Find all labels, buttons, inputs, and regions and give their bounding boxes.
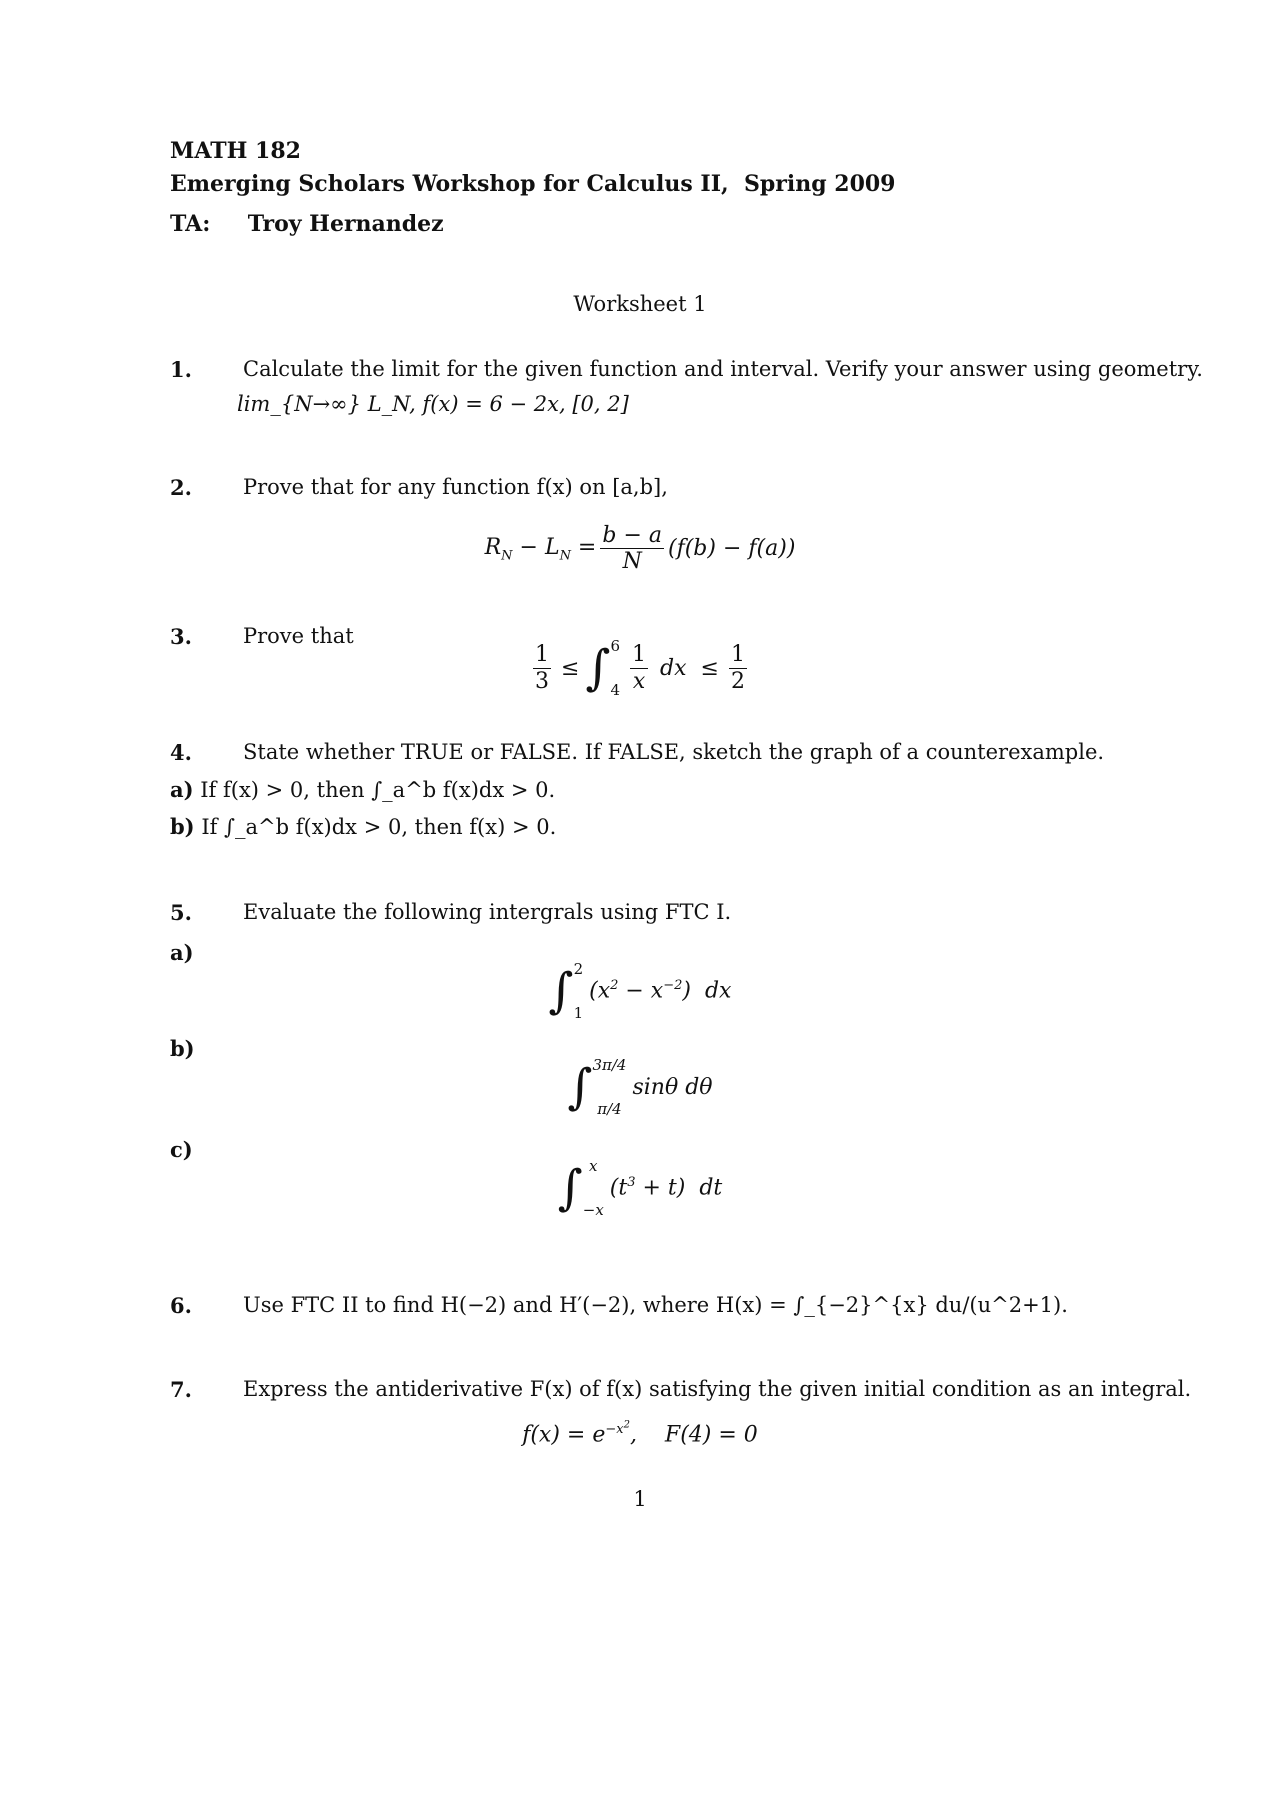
problem-7-number: 7. (170, 1377, 192, 1402)
ta-label: TA: (170, 211, 211, 237)
problem-4a-text: If f(x) > 0, then ∫_a^b f(x)dx > 0. (200, 778, 556, 802)
ta-line (170, 211, 444, 237)
problem-1-math (237, 392, 629, 416)
problem-6-number: 6. (170, 1293, 192, 1318)
problem-3-text: Prove that (243, 624, 354, 648)
problem-4-number: 4. (170, 740, 192, 765)
term: Spring 2009 (744, 171, 896, 197)
problem-6-text: Use FTC II to find H(−2) and H′(−2), where H(x) = ∫_{−2}^{x} du/(u^2+1). (243, 1293, 1068, 1317)
worksheet-title: Worksheet 1 (573, 292, 707, 316)
problem-5a-label: a) (170, 940, 194, 965)
problem-1-number: 1. (170, 357, 192, 382)
problem-2-equation: $R_N - L_N$ = $\frac{b - a}{N}$ (f(b) − f(a)) (484, 523, 796, 575)
problem-2-text: Prove that for any function f(x) on [a,b], (243, 475, 668, 499)
problem-3-inequality: $\frac{1}{3}$ ≤ ∫ 6 4 $\frac{1}{x}$ dx ≤ $\frac{1}{2}$ (535, 637, 745, 699)
problem-5b-integral: ∫ 3π/4 π/4 sinθ dθ (567, 1056, 713, 1118)
problem-4b-text: If ∫_a^b f(x)dx > 0, then f(x) > 0. (201, 815, 557, 839)
problem-5c-label: c) (170, 1137, 193, 1162)
problem-3-number: 3. (170, 624, 192, 649)
problem-4a (170, 777, 555, 802)
problem-4b (170, 814, 556, 839)
problem-2-number: 2. (170, 475, 192, 500)
problem-7-text: Express the antiderivative F(x) of f(x) satisfying the given initial condition as an integral. (243, 1377, 1192, 1401)
workshop-title (170, 171, 896, 197)
problem-1-text: Calculate the limit for the given function and interval. Verify your answer using geometry. (243, 357, 1203, 381)
problem-5b-label: b) (170, 1036, 195, 1061)
problem-4a-label: a) (170, 777, 194, 802)
course-title: MATH 182 (170, 138, 301, 164)
problem-4b-label: b) (170, 814, 195, 839)
problem-7-condition: $f(x) = e^{-x^2}$, F(4) = 0 (522, 1420, 758, 1448)
problem-4-text: State whether TRUE or FALSE. If FALSE, sketch the graph of a counterexample. (243, 740, 1105, 764)
workshop-name: Emerging Scholars Workshop for Calculus II, (170, 171, 729, 197)
problem-5-text: Evaluate the following intergrals using FTC I. (243, 900, 732, 924)
problem-1-math-text: lim_{N→∞} L_N, f(x) = 6 − 2x, [0, 2] (237, 392, 629, 416)
problem-5-number: 5. (170, 900, 192, 925)
problem-5c-integral: ∫ x −x $(t^3 + t)$ dt (557, 1157, 723, 1219)
ta-name: Troy Hernandez (247, 211, 444, 237)
page-number: 1 (633, 1487, 647, 1511)
problem-5a-integral: ∫ 2 1 $(x^2 - x^{-2})$ dx (548, 960, 732, 1022)
